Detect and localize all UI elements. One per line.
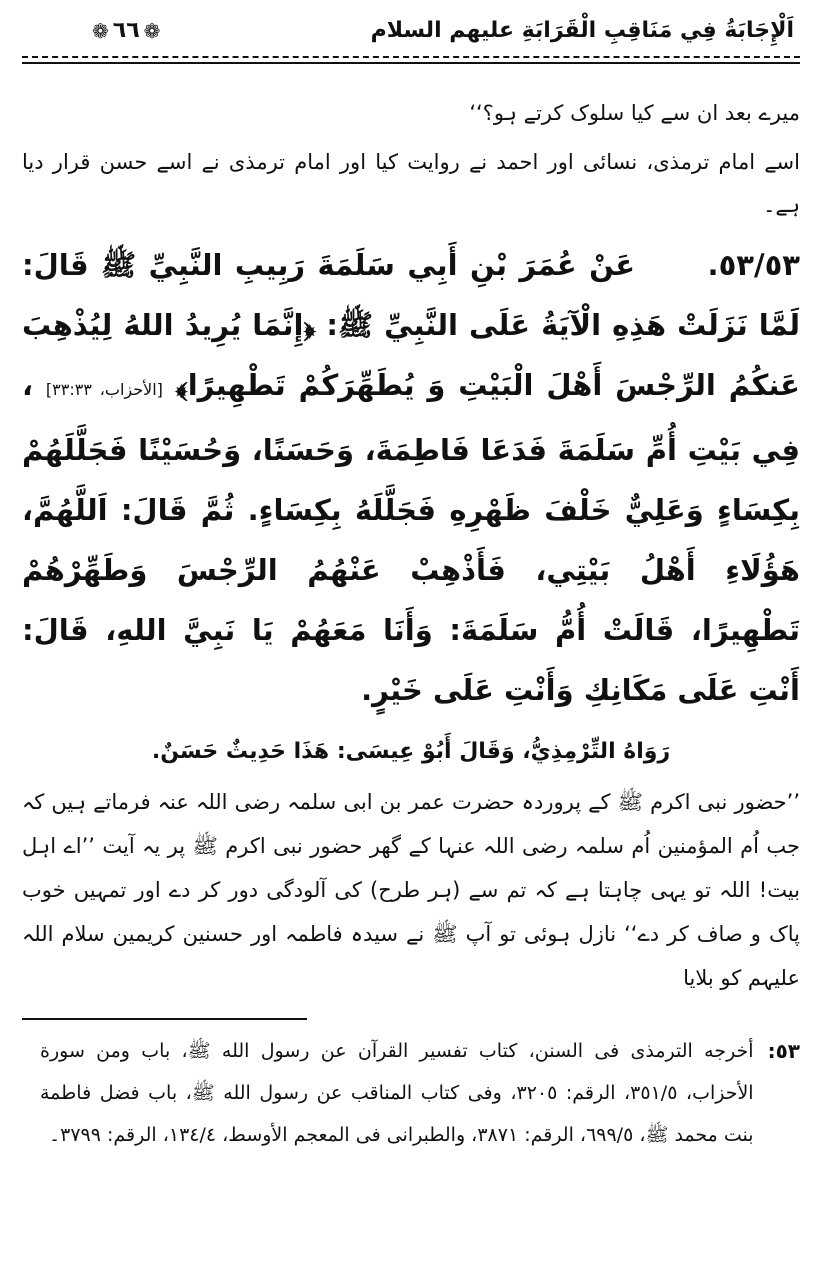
- ornament-left-icon: ❁: [92, 18, 109, 43]
- urdu-line-1: میرے بعد ان سے کیا سلوک کرتے ہو؟‘‘: [469, 101, 800, 125]
- footnote: [22, 1030, 800, 1156]
- ornament-right-icon: ❁: [143, 18, 161, 43]
- hadith-text: عَنْ عُمَرَ بْنِ أَبِي سَلَمَةَ رَبِيبِ النَّبِيِّ ﷺ قَالَ: لَمَّا نَزَلَتْ هَذِهِ الْآيَةُ عَلَى النَّبِيِّ ﷺ: ﴿إِنَّمَا يُرِيدُ اللهُ لِيُذْهِبَ عَنكُمُ الرِّجْسَ أَهْلَ الْبَيْتِ وَ يُطَهِّرَكُمْ تَطْهِيرًا﴾: [22, 248, 800, 402]
- header-dashed-rule: [22, 56, 800, 58]
- hadith-paragraph: [22, 235, 800, 720]
- book-title: اَلْإِجَابَةُ فِي مَنَاقِبِ الْقَرَابَةِ عليهم السلام: [370, 18, 794, 43]
- urdu-translation: ’’حضور نبی اکرم ﷺ کے پروردہ حضرت عمر بن ابی سلمہ رضی اللہ عنہ فرماتے ہیں کہ جب اُم المؤمنین اُم سلمہ رضی اللہ عنہا کے گھر حضور نبی اکرم ﷺ پر یہ آیت ’’اے اہل بیت! اللہ تو یہی چاہتا ہے کہ تم سے (ہر طرح) کی آلودگی دور کر دے اور تمہیں خوب پاک و صاف کر دے‘‘ نازل ہوئی تو آپ ﷺ نے سیدہ فاطمہ اور حسنین کریمین سلام اللہ علیہم کو بلایا: [22, 790, 800, 990]
- urdu-paragraph-2: اسے امام ترمذی، نسائی اور احمد نے روایت کیا اور امام ترمذی نے اسے حسن قرار دیا ہے۔: [22, 150, 800, 217]
- page-number-group: [92, 18, 160, 43]
- hadith-text-continued: ، فِي بَيْتِ أُمِّ سَلَمَةَ فَدَعَا فَاطِمَةَ، وَحَسَنًا، وَحُسَيْنًا فَجَلَّلَهُمْ بِكِسَاءٍ وَعَلِيٌّ خَلْفَ ظَهْرِهِ فَجَلَّلَهُ بِكِسَاءٍ. ثُمَّ قَالَ: اَللَّهُمَّ، هَؤُلَاءِ أَهْلُ بَيْتِي، فَأَذْهِبْ عَنْهُمُ الرِّجْسَ وَطَهِّرْهُمْ تَطْهِيرًا، قَالَتْ أُمُّ سَلَمَةَ: وَأَنَا مَعَهُمْ يَا نَبِيَّ اللهِ، قَالَ: أَنْتِ عَلَى مَكَانِكِ وَأَنْتِ عَلَى خَيْرٍ.: [22, 368, 800, 707]
- page-header: [22, 18, 800, 56]
- header-solid-rule: [22, 62, 800, 64]
- page-number: ٦٦: [112, 18, 140, 43]
- footnote-number: ٥٣:: [767, 1039, 800, 1063]
- quran-reference: [الأحزاب، ٣٣:٣٣]: [45, 380, 163, 399]
- hadith-number: ٥٣/٥٣.: [707, 248, 800, 282]
- document-page: [22, 18, 800, 1258]
- riwayah-line: رَوَاهُ التِّرْمِذِيُّ، وَقَالَ أَبُوْ عِيسَى: هَذَا حَدِيثٌ حَسَنٌ.: [151, 739, 671, 764]
- footnote-text: أخرجه الترمذی فی السنن، کتاب تفسیر القرآن عن رسول الله ﷺ، باب ومن سورة الأحزاب، ٣٥١/٥، الرقم: ٣٢٠٥، وفی کتاب المناقب عن رسول الله ﷺ، باب فضل فاطمة بنت محمد ﷺ، ٦٩٩/٥، الرقم: ٣٨٧١، والطبرانی فی المعجم الأوسط، ١٣٤/٤، الرقم: ٣٧٩٩۔: [40, 1040, 754, 1146]
- footnote-rule: [22, 1018, 307, 1020]
